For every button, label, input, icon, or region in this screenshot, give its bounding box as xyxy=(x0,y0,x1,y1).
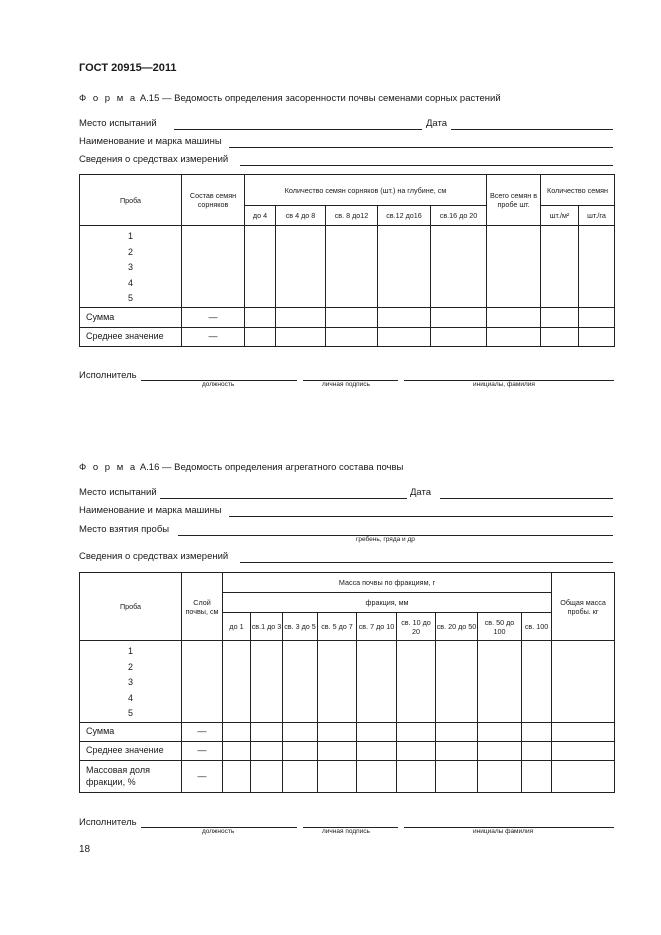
form15-cell[interactable] xyxy=(326,226,378,308)
form15-cell[interactable] xyxy=(245,226,276,308)
form16-fraction-6: св. 20 до 50 xyxy=(436,613,478,641)
form15-table xyxy=(79,174,615,347)
form15-cell[interactable] xyxy=(276,328,326,347)
form16-cell[interactable] xyxy=(397,641,436,723)
form16-probe-5: 5 xyxy=(127,708,133,718)
form16-machine-field[interactable] xyxy=(229,516,613,517)
form16-cell[interactable] xyxy=(436,723,478,742)
form16-cell[interactable] xyxy=(478,723,522,742)
form15-title xyxy=(79,93,501,104)
form16-cell[interactable] xyxy=(223,761,251,793)
form16-cell[interactable] xyxy=(318,742,357,761)
form16-machine-label: Наименование и марка машины xyxy=(79,505,222,516)
form16-cell[interactable] xyxy=(251,641,283,723)
form16-signature-caption: личная подпись xyxy=(322,828,370,835)
form15-place-field[interactable] xyxy=(174,129,422,130)
form16-cell[interactable] xyxy=(283,641,318,723)
form16-cell[interactable] xyxy=(552,742,615,761)
form15-instruments-label: Сведения о средствах измерений xyxy=(79,154,229,165)
form15-col-count-group: Количество семян сорняков (шт.) на глубине, см xyxy=(245,175,487,206)
form15-depth-3: св.12 до16 xyxy=(378,206,431,226)
form16-table xyxy=(79,572,615,793)
form15-col-composition: Состав семян сорняков xyxy=(182,175,245,226)
form15-cell[interactable] xyxy=(378,226,431,308)
form16-place-field[interactable] xyxy=(160,498,407,499)
form15-cell[interactable] xyxy=(326,308,378,328)
form16-probe-2: 2 xyxy=(127,661,133,672)
form16-row-share: Массовая доля фракции, % xyxy=(80,761,182,793)
form15-signature-caption: личная подпись xyxy=(322,381,370,388)
form16-sum-dash: — xyxy=(182,723,223,742)
form15-cell[interactable] xyxy=(487,308,541,328)
form15-cell[interactable] xyxy=(326,328,378,347)
form16-cell[interactable] xyxy=(397,761,436,793)
form16-place-label: Место испытаний xyxy=(79,487,157,498)
form16-cell[interactable] xyxy=(251,723,283,742)
form16-share-dash: — xyxy=(182,761,223,793)
form15-mean-dash: — xyxy=(182,328,245,347)
form15-cell[interactable] xyxy=(378,308,431,328)
form15-cell[interactable] xyxy=(431,226,487,308)
form15-title-prefix: Ф о р м а xyxy=(79,93,138,104)
form16-executor-label: Исполнитель xyxy=(79,817,137,828)
form15-unit-ha: шт./га xyxy=(579,206,615,226)
form15-probe-4: 4 xyxy=(127,277,133,288)
form15-cell[interactable] xyxy=(579,328,615,347)
form16-probe-list xyxy=(80,641,182,723)
form16-cell[interactable] xyxy=(283,742,318,761)
form16-cell[interactable] xyxy=(182,641,223,723)
form16-cell[interactable] xyxy=(357,742,397,761)
document-header: ГОСТ 20915—2011 xyxy=(79,62,177,74)
form15-row-sum: Сумма xyxy=(80,308,182,328)
form15-cell[interactable] xyxy=(245,328,276,347)
form16-cell[interactable] xyxy=(522,761,552,793)
form16-cell[interactable] xyxy=(478,761,522,793)
form15-cell[interactable] xyxy=(579,308,615,328)
form16-title-text: А.16 — Ведомость определения агрегатного состава почвы xyxy=(139,462,404,473)
form16-col-total: Общая масса пробы. кг xyxy=(552,573,615,641)
form16-cell[interactable] xyxy=(223,742,251,761)
form16-probe-4: 4 xyxy=(127,692,133,703)
form16-date-field[interactable] xyxy=(440,498,613,499)
form16-cell[interactable] xyxy=(318,761,357,793)
form16-instruments-label: Сведения о средствах измерений xyxy=(79,551,229,562)
form15-cell[interactable] xyxy=(276,226,326,308)
form16-fraction-0: до 1 xyxy=(223,613,251,641)
form15-instruments-field[interactable] xyxy=(240,165,613,166)
form16-row-sum: Сумма xyxy=(80,723,182,742)
form15-col-probe: Проба xyxy=(80,175,182,226)
form16-sample-hint: гребень, гряда и др xyxy=(356,536,415,543)
form15-depth-0: до 4 xyxy=(245,206,276,226)
form15-place-label: Место испытаний xyxy=(79,118,157,129)
form16-cell[interactable] xyxy=(283,723,318,742)
form16-cell[interactable] xyxy=(552,641,615,723)
form15-probe-5: 5 xyxy=(127,293,133,303)
form15-cell[interactable] xyxy=(541,226,579,308)
form16-instruments-field[interactable] xyxy=(240,562,613,563)
form16-col-mass-group: Масса почвы по фракциям, г xyxy=(223,573,552,593)
form16-probe-1: 1 xyxy=(127,646,133,656)
form16-title-prefix: Ф о р м а xyxy=(79,462,138,473)
form16-cell[interactable] xyxy=(223,641,251,723)
form15-machine-label: Наименование и марка машины xyxy=(79,136,222,147)
form16-cell[interactable] xyxy=(397,742,436,761)
form16-cell[interactable] xyxy=(357,761,397,793)
form16-position-caption: должность xyxy=(202,828,235,835)
form15-cell[interactable] xyxy=(431,308,487,328)
form15-date-field[interactable] xyxy=(451,129,613,130)
form16-fraction-1: св.1 до 3 xyxy=(251,613,283,641)
form16-col-layer: Слой почвы, см xyxy=(182,573,223,641)
form15-name-caption: инициалы, фамилия xyxy=(473,381,535,388)
form15-col-qty-group: Количество семян xyxy=(541,175,615,206)
form16-fraction-8: св. 100 xyxy=(522,613,552,641)
form15-unit-m2: шт./м² xyxy=(541,206,579,226)
form16-cell[interactable] xyxy=(522,723,552,742)
form16-col-probe: Проба xyxy=(80,573,182,641)
form16-cell[interactable] xyxy=(251,742,283,761)
form16-cell[interactable] xyxy=(552,723,615,742)
form16-title xyxy=(79,462,403,473)
form16-fraction-4: св. 7 до 10 xyxy=(357,613,397,641)
form15-probe-list xyxy=(80,226,182,308)
form16-cell[interactable] xyxy=(318,723,357,742)
form16-name-caption: инициалы фамилия xyxy=(473,828,534,835)
form15-depth-1: св 4 до 8 xyxy=(276,206,326,226)
form15-row-mean: Среднее значение xyxy=(80,328,182,347)
form16-col-fraction: фракция, мм xyxy=(223,593,552,613)
form15-cell[interactable] xyxy=(579,226,615,308)
form16-fraction-5: св. 10 до 20 xyxy=(397,613,436,641)
form16-cell[interactable] xyxy=(223,723,251,742)
page-number: 18 xyxy=(79,844,91,855)
form16-cell[interactable] xyxy=(357,641,397,723)
form15-sum-dash: — xyxy=(182,308,245,328)
form15-depth-4: св.16 до 20 xyxy=(431,206,487,226)
form16-fraction-7: св. 50 до 100 xyxy=(478,613,522,641)
form16-row-mean: Среднее значение xyxy=(80,742,182,761)
form15-date-label: Дата xyxy=(426,118,448,129)
form16-cell[interactable] xyxy=(397,723,436,742)
form16-cell[interactable] xyxy=(436,742,478,761)
form15-probe-1: 1 xyxy=(127,231,133,241)
form15-cell[interactable] xyxy=(276,308,326,328)
form15-cell[interactable] xyxy=(378,328,431,347)
form16-fraction-3: св. 5 до 7 xyxy=(318,613,357,641)
form16-fraction-2: св. 3 до 5 xyxy=(283,613,318,641)
form16-cell[interactable] xyxy=(478,742,522,761)
form16-cell[interactable] xyxy=(522,742,552,761)
form15-cell[interactable] xyxy=(541,308,579,328)
form16-cell[interactable] xyxy=(436,761,478,793)
form15-executor-label: Исполнитель xyxy=(79,370,137,381)
form15-cell[interactable] xyxy=(431,328,487,347)
form15-probe-2: 2 xyxy=(127,246,133,257)
form16-cell[interactable] xyxy=(478,641,522,723)
form16-cell[interactable] xyxy=(522,641,552,723)
form16-cell[interactable] xyxy=(251,761,283,793)
form16-cell[interactable] xyxy=(436,641,478,723)
form15-machine-field[interactable] xyxy=(229,147,613,148)
form15-cell[interactable] xyxy=(182,226,245,308)
form15-position-caption: должность xyxy=(202,381,235,388)
form15-cell[interactable] xyxy=(541,328,579,347)
form15-cell[interactable] xyxy=(487,328,541,347)
form15-cell[interactable] xyxy=(487,226,541,308)
form16-sample-label: Место взятия пробы xyxy=(79,524,170,535)
form16-cell[interactable] xyxy=(318,641,357,723)
form16-mean-dash: — xyxy=(182,742,223,761)
form15-title-text: А.15 — Ведомость определения засоренности почвы семенами сорных растений xyxy=(139,93,501,104)
form16-date-label: Дата xyxy=(410,487,432,498)
form15-cell[interactable] xyxy=(245,308,276,328)
form16-cell[interactable] xyxy=(552,761,615,793)
form15-depth-2: св. 8 до12 xyxy=(326,206,378,226)
form15-col-total: Всего семян в пробе шт. xyxy=(487,175,541,226)
form16-probe-3: 3 xyxy=(127,677,133,687)
form16-cell[interactable] xyxy=(357,723,397,742)
form15-probe-3: 3 xyxy=(127,262,133,272)
form16-cell[interactable] xyxy=(283,761,318,793)
